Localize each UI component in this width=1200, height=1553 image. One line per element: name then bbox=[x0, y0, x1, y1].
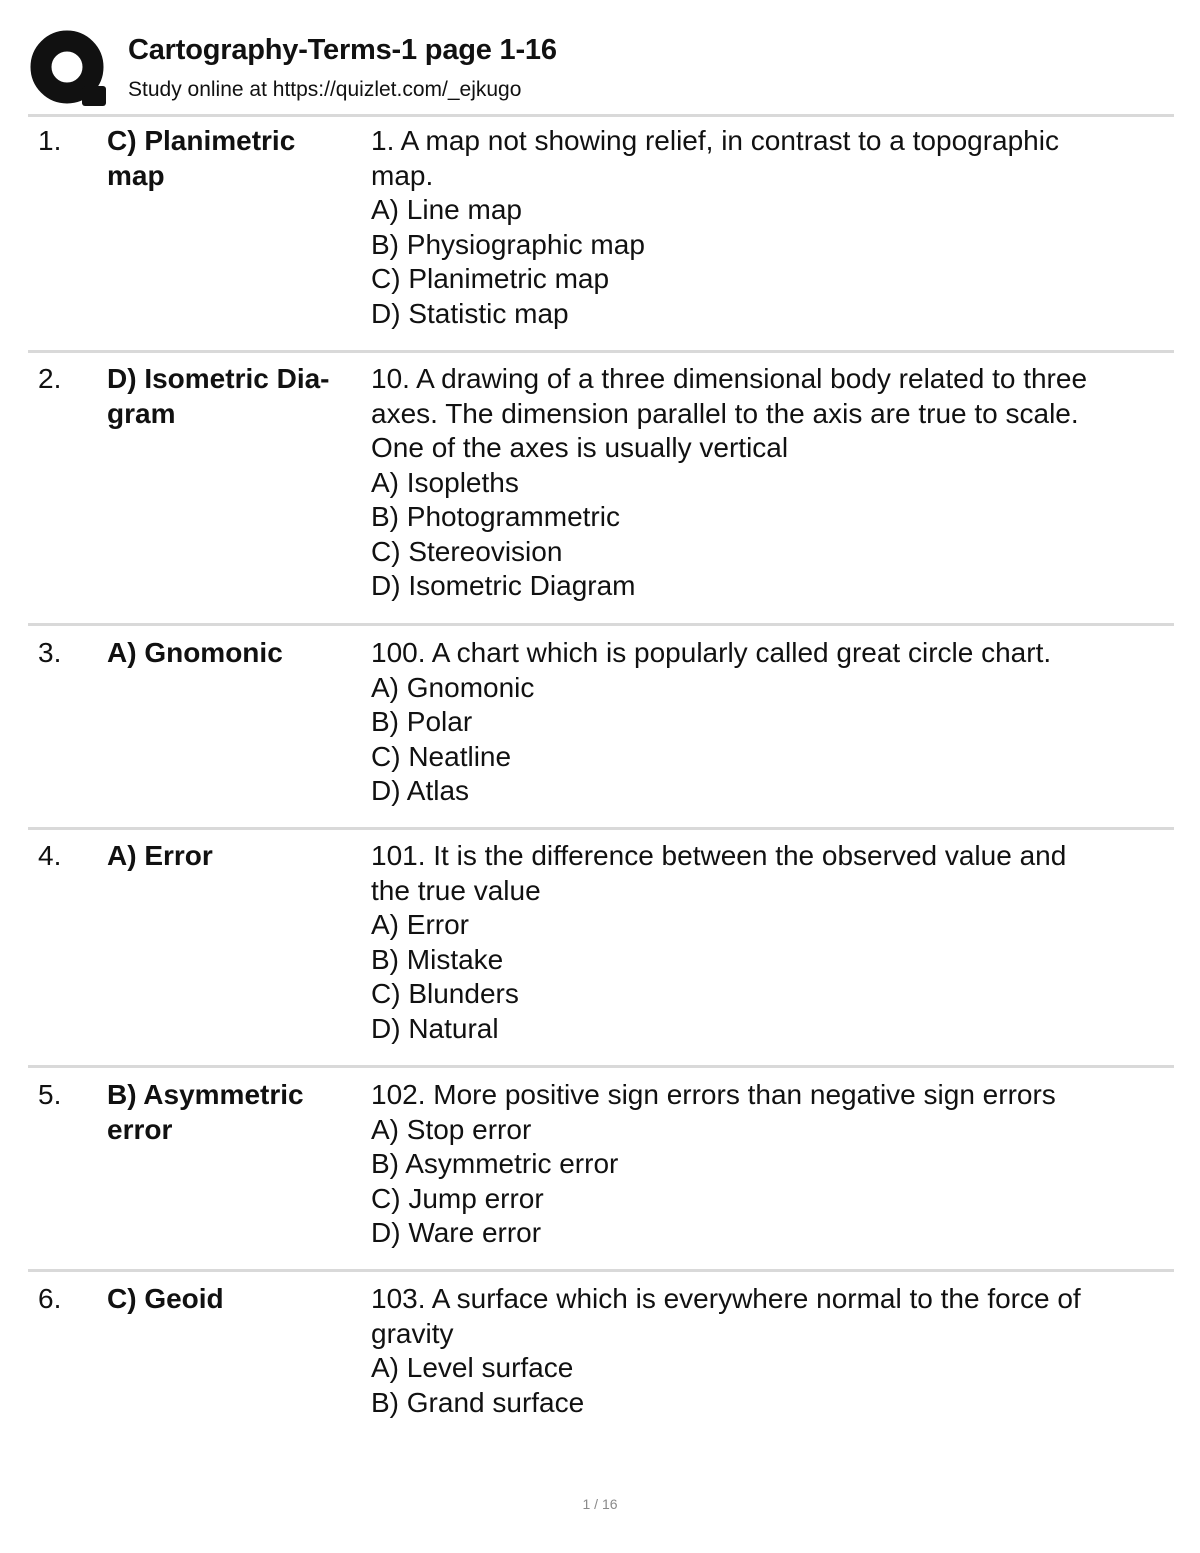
definition-line: B) Asymmetric error bbox=[371, 1148, 619, 1179]
card-term bbox=[107, 636, 359, 671]
card-number: 3. bbox=[38, 637, 62, 668]
definition-line: the true value bbox=[371, 874, 541, 906]
card-term bbox=[107, 1282, 359, 1317]
definition-line: B) Physiographic map bbox=[371, 228, 645, 260]
flashcard-row bbox=[28, 636, 1174, 830]
flashcard-row bbox=[28, 124, 1174, 353]
term-line: D) Isometric Dia- bbox=[107, 363, 330, 394]
term-line: gram bbox=[107, 397, 176, 429]
definition-line: axes. The dimension parallel to the axis are true to scale. bbox=[371, 397, 1079, 429]
card-definition bbox=[371, 839, 1171, 1046]
card-definition bbox=[371, 1282, 1171, 1420]
flashcard-row bbox=[28, 362, 1174, 626]
page-number: 1 / 16 bbox=[582, 1496, 618, 1512]
term-line: map bbox=[107, 159, 165, 191]
definition-line: B) Photogrammetric bbox=[371, 501, 620, 532]
definition-line: C) Blunders bbox=[371, 978, 519, 1009]
term-line: A) Error bbox=[107, 840, 213, 871]
definition-line: map. bbox=[371, 159, 434, 191]
definition-line: 101. It is the difference between the observed value and bbox=[371, 840, 1067, 871]
definition-line: A) Stop error bbox=[371, 1113, 532, 1145]
page-title: Cartography-Terms-1 page 1-16 bbox=[128, 34, 557, 66]
definition-line: D) Ware error bbox=[371, 1217, 542, 1248]
definition-line: One of the axes is usually vertical bbox=[371, 432, 789, 463]
card-definition bbox=[371, 362, 1171, 604]
card-number: 5. bbox=[38, 1079, 62, 1110]
quizlet-logo-icon bbox=[30, 30, 108, 108]
definition-line: A) Gnomonic bbox=[371, 671, 535, 703]
definition-line: C) Planimetric map bbox=[371, 263, 610, 294]
study-online-link[interactable]: Study online at https://quizlet.com/_ejkugo bbox=[128, 78, 522, 101]
card-term bbox=[107, 839, 359, 874]
definition-line: 102. More positive sign errors than negative sign errors bbox=[371, 1079, 1056, 1110]
definition-line: 103. A surface which is everywhere normal to the force of bbox=[371, 1283, 1081, 1314]
term-line: C) Geoid bbox=[107, 1283, 224, 1314]
card-definition bbox=[371, 636, 1171, 809]
flashcard-row bbox=[28, 1078, 1174, 1272]
definition-line: D) Statistic map bbox=[371, 297, 569, 329]
term-line: A) Gnomonic bbox=[107, 637, 283, 668]
definition-line: C) Stereovision bbox=[371, 535, 563, 567]
card-definition bbox=[371, 1078, 1171, 1251]
definition-line: A) Isopleths bbox=[371, 466, 519, 498]
flashcard-row bbox=[28, 1282, 1174, 1432]
definition-line: 1. A map not showing relief, in contrast to a topographic bbox=[371, 125, 1059, 156]
term-line: error bbox=[107, 1113, 173, 1145]
definition-line: D) Natural bbox=[371, 1012, 499, 1044]
card-number: 6. bbox=[38, 1283, 62, 1314]
card-term bbox=[107, 362, 359, 431]
definition-line: 100. A chart which is popularly called great circle chart. bbox=[371, 637, 1052, 668]
card-term bbox=[107, 124, 359, 193]
definition-line: B) Mistake bbox=[371, 943, 504, 975]
definition-line: A) Level surface bbox=[371, 1352, 574, 1383]
card-term bbox=[107, 1078, 359, 1147]
card-number: 4. bbox=[38, 840, 62, 871]
definition-line: A) Line map bbox=[371, 194, 522, 225]
definition-line: C) Neatline bbox=[371, 740, 512, 772]
definition-line: B) Grand surface bbox=[371, 1386, 585, 1418]
definition-line: D) Isometric Diagram bbox=[371, 570, 636, 601]
definition-line: B) Polar bbox=[371, 706, 473, 737]
card-definition bbox=[371, 124, 1171, 331]
definition-line: 10. A drawing of a three dimensional body related to three bbox=[371, 363, 1088, 394]
card-number: 2. bbox=[38, 363, 62, 394]
term-line: B) Asymmetric bbox=[107, 1079, 304, 1110]
term-line: C) Planimetric bbox=[107, 125, 296, 156]
page-header bbox=[28, 28, 1174, 117]
definition-line: A) Error bbox=[371, 909, 469, 940]
definition-line: C) Jump error bbox=[371, 1182, 544, 1214]
definition-line: D) Atlas bbox=[371, 775, 470, 806]
flashcard-row bbox=[28, 839, 1174, 1068]
definition-line: gravity bbox=[371, 1317, 454, 1349]
card-number: 1. bbox=[38, 125, 62, 156]
